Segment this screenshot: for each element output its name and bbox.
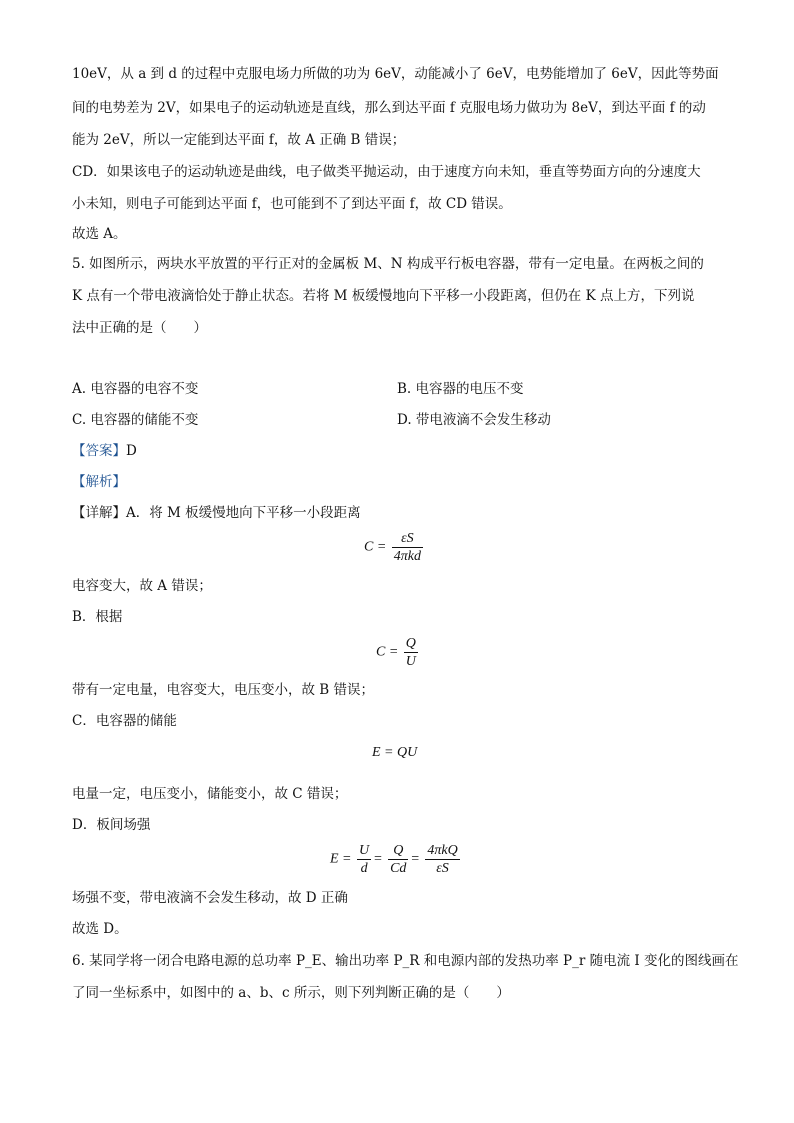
- question-5-line-3: 法中正确的是（ ）: [72, 320, 207, 336]
- eq1-denominator: 4πkd: [393, 549, 422, 564]
- eq4-denominator-2: Cd: [390, 861, 407, 876]
- equation-capacitance: [364, 530, 425, 565]
- answer-line: [72, 441, 137, 461]
- eq4-numerator-1: U: [359, 843, 370, 858]
- conclusion-a: 故选 A。: [72, 226, 127, 242]
- eq2-denominator: U: [405, 654, 416, 669]
- d-head: D．板间场强: [72, 817, 151, 833]
- conclusion-d: 故选 D。: [72, 921, 128, 937]
- solution-line-3: 能为 2eV，所以一定能到达平面 f，故 A 正确 B 错误；: [72, 132, 406, 148]
- eq4-fraction-3: [425, 842, 459, 877]
- b-head: B．根据: [72, 609, 123, 625]
- equation-field: [330, 842, 462, 877]
- option-a: A. 电容器的电容不变: [72, 381, 199, 397]
- analysis-tag: 【解析】: [72, 474, 126, 490]
- eq4-denominator-3: εS: [436, 861, 449, 876]
- question-6-line-1: 6. 某同学将一闭合电路电源的总功率 P_E、输出功率 P_R 和电源内部的发热功率 P_r 随电流 I 变化的图线画在: [72, 953, 739, 969]
- eq4-equals-1: =: [373, 851, 383, 867]
- equation-c-q-u: [376, 635, 420, 670]
- answer-value: D: [126, 443, 137, 459]
- answer-tag: 【答案】: [72, 443, 126, 459]
- after-eq2: 带有一定电量，电容变大，电压变小，故 B 错误；: [72, 682, 375, 698]
- eq4-equals-2: =: [410, 851, 420, 867]
- eq4-denominator-1: d: [360, 861, 368, 876]
- detail-line: 【详解】A．将 M 板缓慢地向下平移一小段距离: [72, 505, 361, 521]
- solution-line-4: CD．如果该电子的运动轨迹是曲线，电子做类平抛运动，由于速度方向未知，垂直等势面方向的分速度大: [72, 164, 701, 180]
- eq4-fraction-2: [388, 842, 408, 877]
- question-6-line-2: 了同一坐标系中，如图中的 a、b、c 所示，则下列判断正确的是（ ）: [72, 985, 510, 1001]
- equation-energy: E = QU: [372, 745, 418, 760]
- eq4-numerator-2: Q: [388, 842, 408, 860]
- solution-line-1: 10eV，从 a 到 d 的过程中克服电场力所做的功为 6eV，动能减小了 6eV，电势能增加了 6eV，因此等势面: [72, 66, 719, 82]
- option-c: C. 电容器的储能不变: [72, 412, 199, 428]
- c-head: C．电容器的储能: [72, 713, 177, 729]
- eq1-fraction: [392, 530, 423, 565]
- solution-line-2: 间的电势差为 2V，如果电子的运动轨迹是直线，那么到达平面 f 克服电场力做功为 8eV，到达平面 f 的动: [72, 100, 706, 116]
- option-d: D. 带电液滴不会发生移动: [397, 412, 551, 428]
- after-eq3: 电量一定，电压变小，储能变小，故 C 错误；: [72, 786, 348, 802]
- eq2-numerator: Q: [405, 636, 416, 651]
- after-eq4: 场强不变，带电液滴不会发生移动，故 D 正确: [72, 890, 348, 906]
- eq4-fraction-1: [357, 842, 371, 877]
- eq1-numerator: εS: [392, 530, 423, 548]
- after-eq1: 电容变大，故 A 错误；: [72, 578, 212, 594]
- eq1-lhs: C =: [364, 539, 387, 555]
- eq2-lhs: C =: [376, 644, 399, 660]
- eq4-lhs: E =: [330, 851, 352, 867]
- question-5-line-1: 5. 如图所示，两块水平放置的平行正对的金属板 M、N 构成平行板电容器，带有一定电量。在两板之间的: [72, 256, 704, 272]
- eq2-fraction: [404, 635, 418, 670]
- option-b: B. 电容器的电压不变: [397, 381, 524, 397]
- eq4-numerator-3: 4πkQ: [427, 843, 458, 858]
- question-5-line-2: K 点有一个带电液滴恰处于静止状态。若将 M 板缓慢地向下平移一小段距离，但仍在 K 点上方，下列说: [72, 288, 695, 304]
- solution-line-5: 小未知，则电子可能到达平面 f，也可能到不了到达平面 f，故 CD 错误。: [72, 196, 512, 212]
